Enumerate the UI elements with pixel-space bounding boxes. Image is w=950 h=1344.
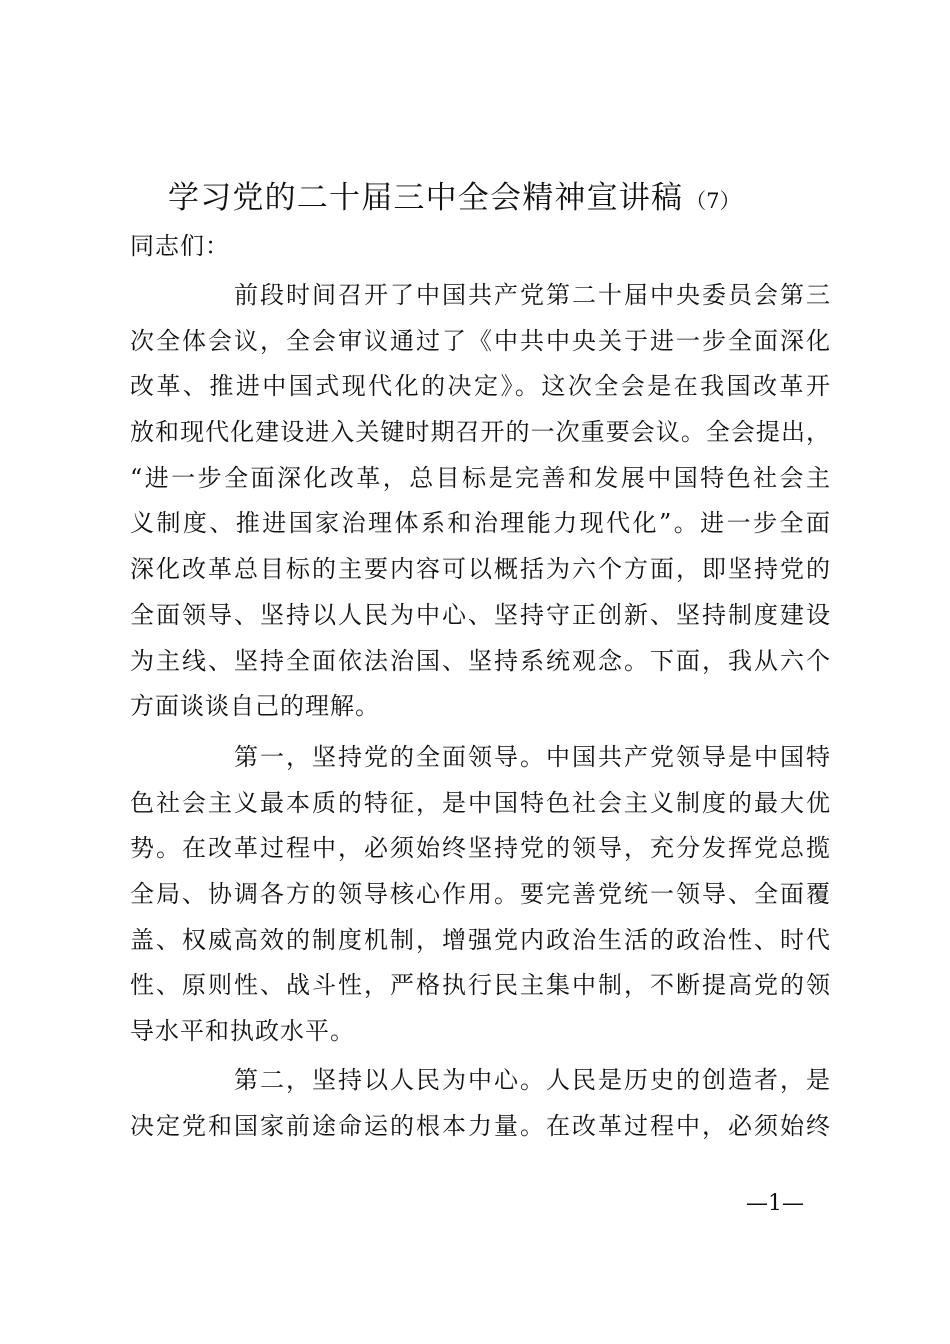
paragraph-line: 放和现代化建设进入关键时期召开的一次重要会议。全会提出，	[130, 418, 830, 447]
paragraph-first-point	[130, 735, 830, 1055]
paragraph-line: 色社会主义最本质的特征，是中国特色社会主义制度的最大优	[130, 788, 830, 817]
paragraph-line: 导水平和执政水平。	[130, 1017, 355, 1046]
paragraph-line: “进一步全面深化改革，总目标是完善和发展中国特色社会主	[130, 463, 830, 492]
paragraph-line: 决定党和国家前途命运的根本力量。在改革过程中，必须始终	[130, 1111, 830, 1140]
paragraph-line: 前段时间召开了中国共产党第二十届中央委员会第三	[234, 281, 830, 309]
paragraph-line: 全面领导、坚持以人民为中心、坚持守正创新、坚持制度建设	[130, 600, 830, 629]
title-text: 学习党的二十届三中全会精神宣讲稿	[168, 180, 684, 216]
paragraph-line: 次全体会议，全会审议通过了《中共中央关于进一步全面深化	[130, 326, 830, 355]
paragraph-intro	[130, 273, 830, 730]
paragraph-line: 改革、推进中国式现代化的决定》。这次全会是在我国改革开	[130, 372, 830, 401]
paragraph-line: 全局、协调各方的领导核心作用。要完善党统一领导、全面覆	[130, 880, 830, 909]
title-number: （7）	[685, 189, 741, 213]
paragraph-line: 为主线、坚持全面依法治国、坚持系统观念。下面，我从六个	[130, 646, 830, 675]
paragraph-line: 深化改革总目标的主要内容可以概括为六个方面，即坚持党的	[130, 555, 830, 584]
paragraph-second-point	[130, 1058, 830, 1149]
paragraph-line: 义制度、推进国家治理体系和治理能力现代化”。进一步全面	[130, 509, 830, 538]
page-number: —1—	[746, 1191, 804, 1216]
paragraph-line: 势。在改革过程中，必须始终坚持党的领导，充分发挥党总揽	[130, 834, 830, 863]
paragraph-line: 第一，坚持党的全面领导。中国共产党领导是中国特	[234, 743, 830, 771]
paragraph-line: 第二，坚持以人民为中心。人民是历史的创造者，是	[234, 1066, 830, 1094]
paragraph-line: 盖、权威高效的制度机制，增强党内政治生活的政治性、时代	[130, 925, 830, 954]
paragraph-line: 性、原则性、战斗性，严格执行民主集中制，不断提高党的领	[130, 971, 830, 1000]
document-title	[168, 176, 828, 223]
greeting: 同志们：	[130, 232, 230, 260]
paragraph-line: 方面谈谈自己的理解。	[130, 692, 380, 721]
